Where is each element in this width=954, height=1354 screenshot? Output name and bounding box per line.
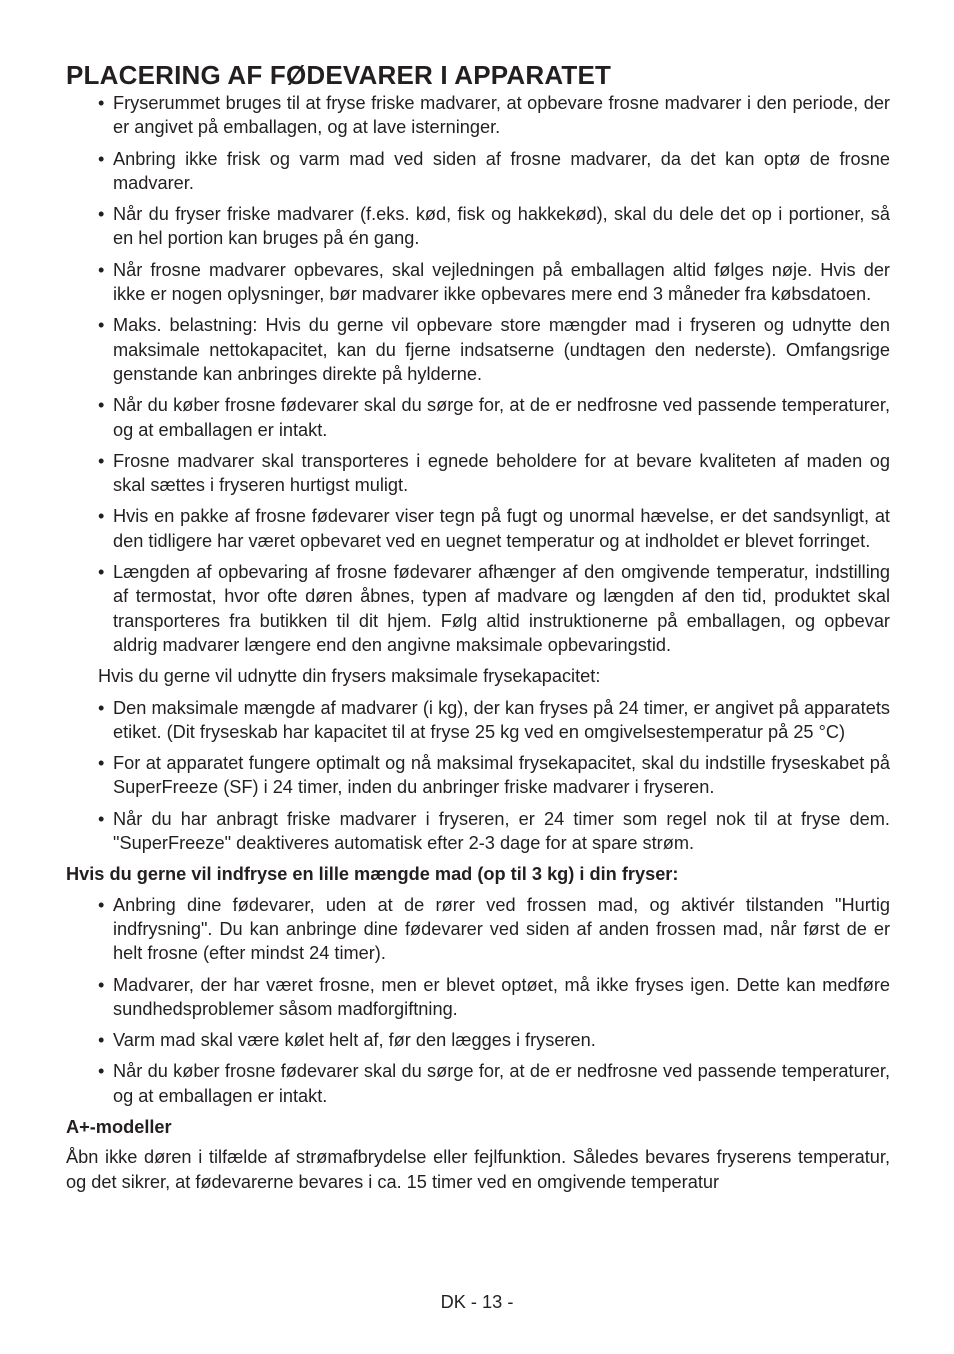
list-item: • Når du køber frosne fødevarer skal du sørge for, at de er nedfrosne ved passende temperaturer, og at emballagen er intakt. [98, 1059, 890, 1108]
list-item: • For at apparatet fungere optimalt og nå maksimal frysekapacitet, skal du indstille fryseskabet på SuperFreeze (SF) i 24 timer, inden du anbringer friske madvarer i fryseren. [98, 751, 890, 800]
list-item: • Den maksimale mængde af madvarer (i kg), der kan fryses på 24 timer, er angivet på apparatets etiket. (Dit fryseskab har kapacitet til at fryse 25 kg ved en omgivelsestemperatur på 25 °C) [98, 696, 890, 745]
list-item: • Anbring dine fødevarer, uden at de rører ved frossen mad, og aktivér tilstanden "Hurtig indfrysning". Du kan anbringe dine fødevarer ved siden af anden frossen mad, når først de er helt frosne (efter mindst 24 timer). [98, 893, 890, 966]
document-page [66, 60, 890, 1194]
list-item: • Fryserummet bruges til at fryse friske madvarer, at opbevare frosne madvarer i den periode, der er angivet på emballagen, og at lave isterninger. [98, 91, 890, 140]
small-amount-heading: Hvis du gerne vil indfryse en lille mængde mad (op til 3 kg) i din fryser: [66, 864, 679, 885]
list-item: • Frosne madvarer skal transporteres i egnede beholdere for at bevare kvaliteten af maden og skal sættes i fryseren hurtigst muligt. [98, 449, 890, 498]
list-item: • Når frosne madvarer opbevares, skal vejledningen på emballagen altid følges nøje. Hvis der ikke er nogen oplysninger, bør madvarer ikke opbevares mere end 3 måneder fra købsdatoen. [98, 258, 890, 307]
capacity-list [66, 696, 890, 856]
list-item: • Når du køber frosne fødevarer skal du sørge for, at de er nedfrosne ved passende temperaturer, og at emballagen er intakt. [98, 393, 890, 442]
list-item: • Varm mad skal være kølet helt af, før den lægges i fryseren. [98, 1028, 890, 1052]
page-title: PLACERING AF FØDEVARER I APPARATET [66, 60, 612, 90]
list-item: • Længden af opbevaring af frosne fødevarer afhænger af den omgivende temperatur, indstilling af termostat, hvor ofte døren åbnes, typen af madvare og længden af den tid, produktet skal transporteres fra butikken til dit hjem. Følg altid instruktionerne på emballagen, og opbevar aldrig madvarer længere end den angivne maksimale opbevaringstid. [98, 560, 890, 657]
list-item: • Madvarer, der har været frosne, men er blevet optøet, må ikke fryses igen. Dette kan medføre sundhedsproblemer såsom madforgiftning. [98, 973, 890, 1022]
capacity-intro: Hvis du gerne vil udnytte din frysers maksimale frysekapacitet: [98, 666, 601, 687]
page-number: DK - 13 - [440, 1292, 514, 1312]
list-item: • Maks. belastning: Hvis du gerne vil opbevare store mængder mad i fryseren og udnytte den maksimale nettokapacitet, kan du fjerne indsatserne (undtagen den nederste). Omfangsrige genstande kan anbringes direkte på hylderne. [98, 313, 890, 386]
small-amount-list [66, 893, 890, 1108]
storage-guidelines-list [66, 91, 890, 657]
list-item: • Når du fryser friske madvarer (f.eks. kød, fisk og hakkekød), skal du dele det op i portioner, så en hel portion kan bruges på én gang. [98, 202, 890, 251]
list-item: • Når du har anbragt friske madvarer i fryseren, er 24 timer som regel nok til at fryse dem. "SuperFreeze" deaktiveres automatisk efter 2-3 dage for at spare strøm. [98, 807, 890, 856]
models-paragraph: Åbn ikke døren i tilfælde af strømafbrydelse eller fejlfunktion. Således bevares fryserens temperatur, og det sikrer, at fødevarerne bevares i ca. 15 timer ved en omgivende temperatur [66, 1147, 890, 1192]
models-heading: A+-modeller [66, 1116, 172, 1137]
list-item: • Hvis en pakke af frosne fødevarer viser tegn på fugt og unormal hævelse, er det sandsynligt, at den tidligere har været opbevaret ved en uegnet temperatur og at indholdet er blevet forringet. [98, 504, 890, 553]
list-item: • Anbring ikke frisk og varm mad ved siden af frosne madvarer, da det kan optø de frosne madvarer. [98, 147, 890, 196]
